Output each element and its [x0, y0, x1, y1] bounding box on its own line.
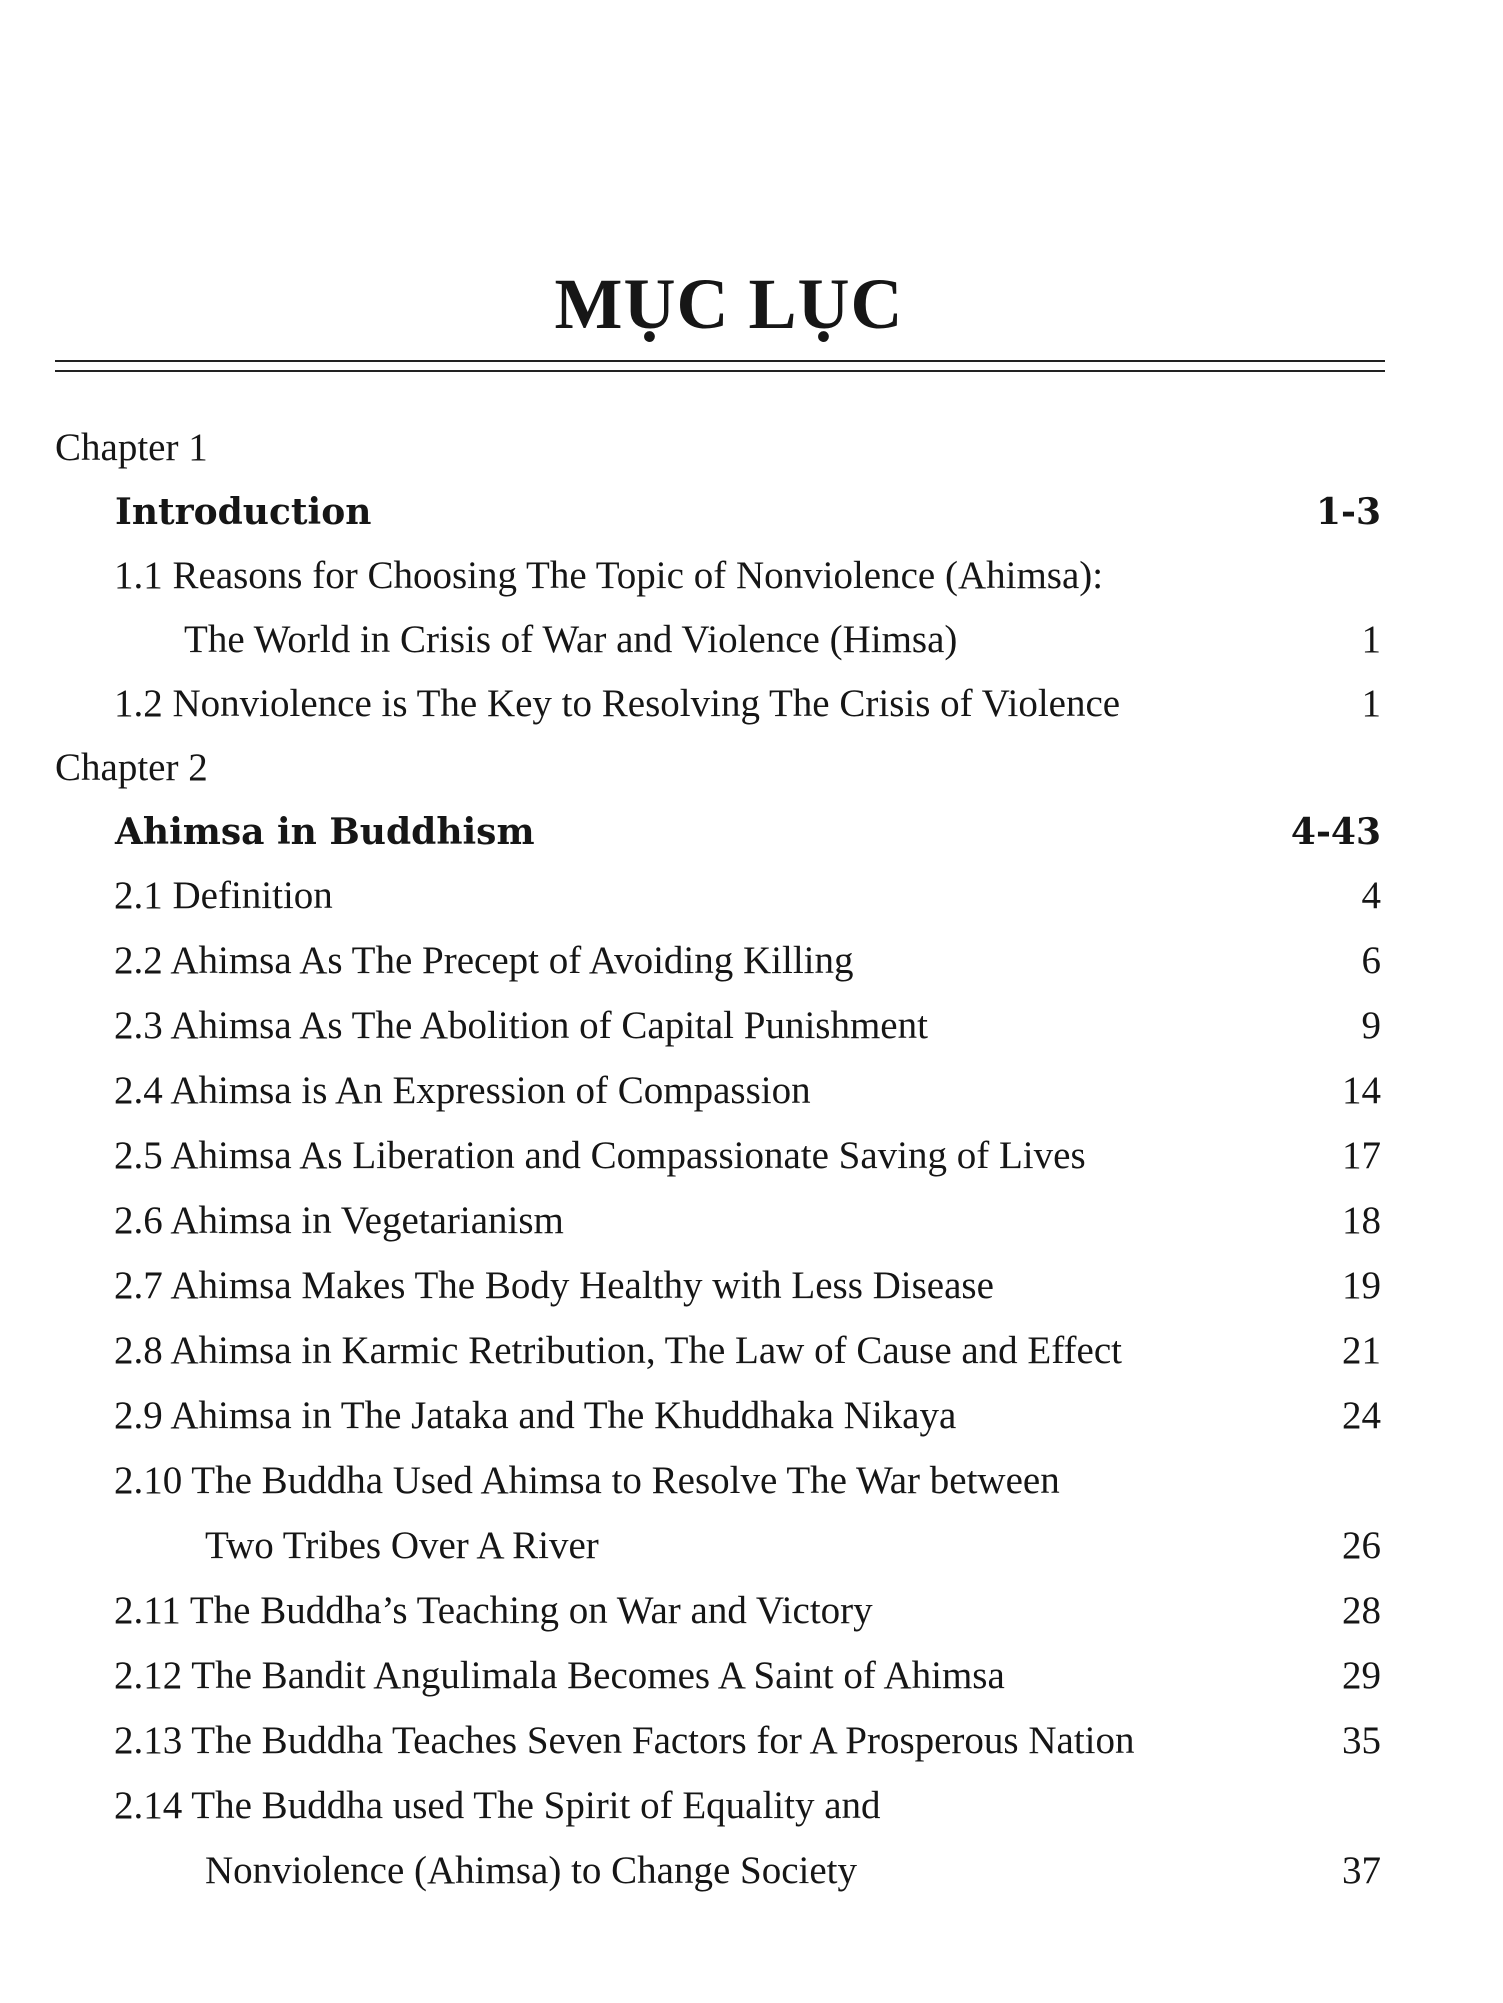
chapter-heading-text: Ahimsa in Buddhism — [115, 811, 535, 853]
toc-entry-2-3[interactable] — [0, 993, 1503, 1058]
toc-entry-2-11[interactable] — [0, 1578, 1503, 1643]
toc-entry-text: Nonviolence (Ahimsa) to Change Society — [205, 1849, 858, 1892]
toc-entry-text: 2.11 The Buddha’s Teaching on War and Victory — [114, 1589, 873, 1632]
toc-entry-text: 2.4 Ahimsa is An Expression of Compassion — [114, 1069, 811, 1112]
toc-entry-text: 2.6 Ahimsa in Vegetarianism — [114, 1199, 564, 1242]
toc-entry-2-5[interactable] — [0, 1123, 1503, 1188]
toc-entry-text: 2.9 Ahimsa in The Jataka and The Khuddhaka Nikaya — [114, 1394, 957, 1437]
toc-entry-page: 28 — [1342, 1589, 1381, 1632]
toc-entry-text: 2.14 The Buddha used The Spirit of Equality and — [114, 1784, 881, 1827]
toc-entry-page: 26 — [1342, 1524, 1381, 1567]
toc-entry-2-7[interactable] — [0, 1253, 1503, 1318]
toc-entry-page: 4 — [1361, 874, 1381, 917]
chapter-page-range: 1-3 — [1315, 491, 1381, 533]
toc-entry-page: 35 — [1342, 1719, 1381, 1762]
toc-entry-page: 1 — [1361, 618, 1381, 661]
toc-entry-2-10[interactable] — [0, 1448, 1503, 1513]
toc-entry-text: 1.1 Reasons for Choosing The Topic of Nonviolence (Ahimsa): — [114, 554, 1104, 597]
toc-entry-page: 17 — [1342, 1134, 1381, 1177]
chapter-heading-2[interactable] — [0, 800, 1503, 864]
toc-entry-2-12[interactable] — [0, 1643, 1503, 1708]
toc-entry-2-13[interactable] — [0, 1708, 1503, 1773]
toc-entry-2-6[interactable] — [0, 1188, 1503, 1253]
table-of-contents — [0, 416, 1503, 1903]
toc-entry-2-10-continued[interactable] — [0, 1513, 1503, 1578]
toc-entry-2-9[interactable] — [0, 1383, 1503, 1448]
toc-entry-page: 9 — [1361, 1004, 1381, 1047]
toc-entry-2-1[interactable] — [0, 864, 1503, 928]
toc-entry-2-14-continued[interactable] — [0, 1838, 1503, 1903]
toc-entry-page: 18 — [1342, 1199, 1381, 1242]
chapter-page-range: 4-43 — [1290, 811, 1381, 853]
page-title: MỤC LỤC — [554, 264, 904, 344]
toc-entry-2-4[interactable] — [0, 1058, 1503, 1123]
toc-entry-2-8[interactable] — [0, 1318, 1503, 1383]
toc-entry-text: 2.7 Ahimsa Makes The Body Healthy with Less Disease — [114, 1264, 994, 1307]
toc-entry-text: Two Tribes Over A River — [205, 1524, 599, 1567]
chapter-heading-1[interactable] — [0, 480, 1503, 544]
toc-entry-text: 2.12 The Bandit Angulimala Becomes A Saint of Ahimsa — [114, 1654, 1005, 1697]
toc-entry-page: 6 — [1361, 939, 1381, 982]
toc-entry-page: 29 — [1342, 1654, 1381, 1697]
toc-entry-text: 2.2 Ahimsa As The Precept of Avoiding Killing — [114, 939, 854, 982]
toc-entry-page: 21 — [1342, 1329, 1381, 1372]
chapter-label-1 — [0, 416, 1503, 480]
toc-entry-1-2[interactable] — [0, 672, 1503, 736]
toc-entry-2-14[interactable] — [0, 1773, 1503, 1838]
chapter-label-text: Chapter 1 — [55, 426, 208, 469]
toc-entry-2-2[interactable] — [0, 928, 1503, 993]
title-rule-top — [55, 360, 1385, 362]
toc-entry-1-1[interactable] — [0, 544, 1503, 608]
toc-entry-text: 2.3 Ahimsa As The Abolition of Capital Punishment — [114, 1004, 928, 1047]
toc-entry-page: 1 — [1361, 682, 1381, 725]
toc-entry-text: 2.8 Ahimsa in Karmic Retribution, The Law of Cause and Effect — [114, 1329, 1122, 1372]
toc-entry-text: 2.10 The Buddha Used Ahimsa to Resolve The War between — [114, 1459, 1060, 1502]
chapter-heading-text: Introduction — [115, 491, 372, 533]
chapter-label-2 — [0, 736, 1503, 800]
toc-entry-text: 2.5 Ahimsa As Liberation and Compassionate Saving of Lives — [114, 1134, 1086, 1177]
toc-entry-text: The World in Crisis of War and Violence (Himsa) — [184, 618, 958, 661]
toc-entry-page: 24 — [1342, 1394, 1381, 1437]
toc-entry-page: 14 — [1342, 1069, 1381, 1112]
toc-entry-page: 37 — [1342, 1849, 1381, 1892]
toc-entry-page: 19 — [1342, 1264, 1381, 1307]
toc-entry-text: 2.13 The Buddha Teaches Seven Factors for A Prosperous Nation — [114, 1719, 1135, 1762]
title-rule-bottom — [55, 370, 1385, 372]
toc-entry-1-1-continued[interactable] — [0, 608, 1503, 672]
toc-entry-text: 1.2 Nonviolence is The Key to Resolving The Crisis of Violence — [114, 682, 1121, 725]
toc-entry-text: 2.1 Definition — [114, 874, 333, 917]
chapter-label-text: Chapter 2 — [55, 746, 208, 789]
